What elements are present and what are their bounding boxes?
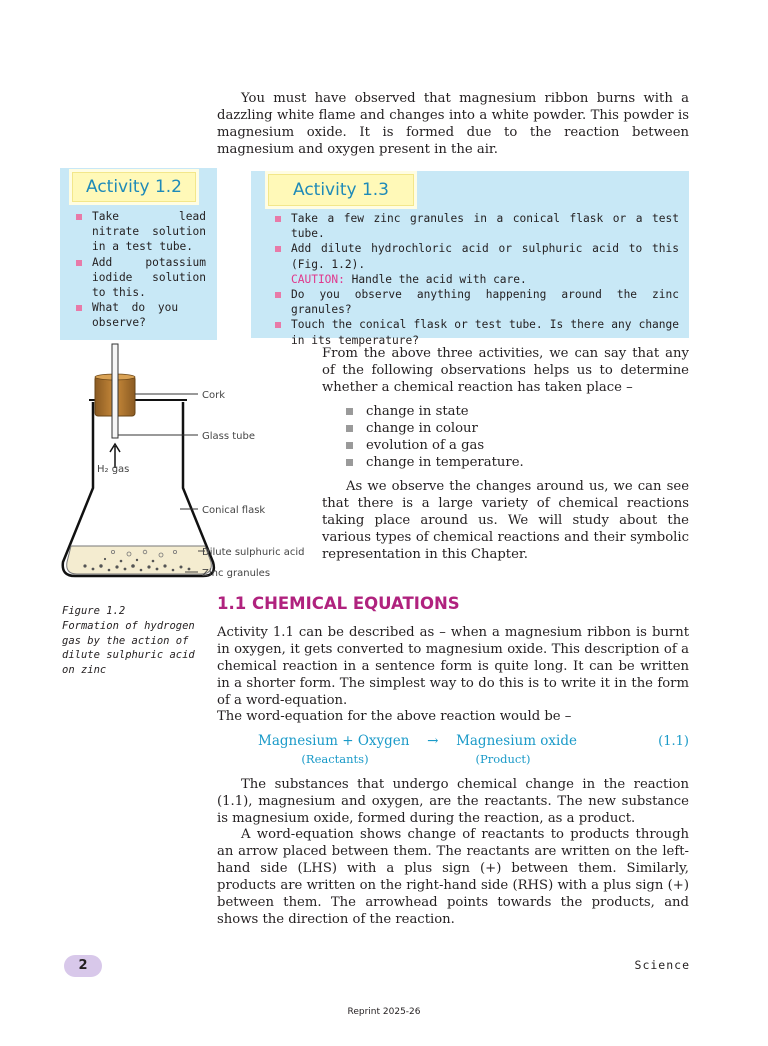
word-equation	[258, 733, 577, 749]
glass-tube	[112, 344, 118, 438]
cork-label: Cork	[202, 390, 226, 401]
zinc-granules-label: Zinc granules	[202, 568, 271, 579]
bullet-icon	[76, 305, 82, 311]
figure-caption-text: Formation of hydrogen gas by the action of dilute sulphuric acid on zinc	[62, 619, 195, 677]
list-item: evolution of a gas	[346, 437, 524, 454]
list-item: Add dilute hydrochloric acid or sulphuric acid to this (Fig. 1.2). CAUTION: Handle the acid with care.	[267, 241, 679, 287]
list-item: change in colour	[346, 420, 524, 437]
activity-1-3-title: Activity 1.3	[292, 180, 389, 200]
conical-flask-label: Conical flask	[202, 505, 266, 516]
reactants-label: (Reactants)	[301, 752, 369, 766]
bullet-icon	[346, 425, 353, 432]
list-item: change in state	[346, 403, 524, 420]
equation-number: (1.1)	[658, 734, 689, 749]
activity-1-3-box	[251, 171, 689, 347]
activity-1-2-title: Activity 1.2	[85, 177, 182, 197]
substances-paragraph: The substances that undergo chemical change in the reaction (1.1), magnesium and oxygen, are the reactants. The new substance is magnesium oxide, formed during the reaction, as a product.	[217, 777, 689, 826]
observations-intro: From the above three activities, we can say that any of the following observations helps us to determine whether a chemical reaction has taken place –	[322, 346, 689, 395]
product-label: (Product)	[475, 752, 531, 766]
bullet-icon	[346, 442, 353, 449]
caution-text: Handle the acid with care.	[344, 272, 527, 286]
section-heading: 1.1 CHEMICAL EQUATIONS	[217, 594, 460, 613]
intro-paragraph: You must have observed that magnesium ribbon burns with a dazzling white flame and changes into a white powder. This powder is magnesium oxide. It is formed due to the reaction between magnesium and oxygen present in the air.	[217, 91, 689, 157]
bullet-icon	[275, 322, 281, 328]
conical-flask-figure	[55, 340, 345, 590]
figure-caption-title: Figure 1.2	[62, 605, 126, 617]
bullet-icon	[275, 292, 281, 298]
list-item: What do you observe?	[68, 300, 206, 330]
activity-1-2-box	[60, 168, 217, 340]
bullet-icon	[346, 408, 353, 415]
glass-tube-label: Glass tube	[202, 431, 256, 442]
word-equation-intro: The word-equation for the above reaction would be –	[217, 709, 572, 724]
list-item: Take lead nitrate solution in a test tube.	[68, 209, 206, 255]
page-number: 2	[78, 958, 88, 973]
word-equation-paragraph: A word-equation shows change of reactants to products through an arrow placed between them. The reactants are written on the left-hand side (LHS) with a plus sign (+) between them. Similarly, products are written on the right-hand side (RHS) with a plus sign (+) between them. The arrowhead points towards the products, and shows the direction of the reaction.	[217, 827, 689, 927]
bullet-icon	[346, 459, 353, 466]
reprint-note: Reprint 2025-26	[347, 1007, 421, 1017]
footer-subject: Science	[634, 958, 690, 972]
bullet-icon	[275, 246, 281, 252]
activity-1-2-tag	[72, 172, 196, 202]
observations-outro: As we observe the changes around us, we can see that there is a large variety of chemical reactions taking place around us. We will study about the various types of chemical reactions and their symbolic representation in this Chapter.	[322, 479, 689, 562]
activity-description-paragraph: Activity 1.1 can be described as – when a magnesium ribbon is burnt in oxygen, it gets converted to magnesium oxide. This description of a chemical reaction in a sentence form is quite long. It can be written in a shorter form. The simplest way to do this is to write it in the form of a word-equation.	[217, 625, 689, 708]
bullet-icon	[76, 214, 82, 220]
list-item: Take a few zinc granules in a conical flask or a test tube.	[267, 211, 679, 241]
caution-label: CAUTION:	[291, 272, 345, 286]
activity-1-3-list	[267, 211, 679, 348]
list-item: change in temperature.	[346, 454, 524, 471]
observations-list	[346, 403, 524, 471]
page-number-badge	[64, 955, 102, 977]
arrow-right-icon: →	[427, 733, 439, 749]
list-item: Touch the conical flask or test tube. Is there any change in its temperature?	[267, 317, 679, 347]
figure-caption	[62, 604, 200, 678]
list-item: Do you observe anything happening around the zinc granules?	[267, 287, 679, 317]
h2-gas-label: H₂ gas	[97, 464, 130, 475]
bullet-icon	[275, 216, 281, 222]
list-item: Add potassium iodide solution to this.	[68, 255, 206, 301]
activity-1-2-list	[68, 209, 206, 331]
dilute-acid-label: Dilute sulphuric acid	[202, 547, 305, 558]
equation-lhs: Magnesium + Oxygen	[258, 733, 410, 749]
activity-1-3-tag	[268, 174, 414, 206]
equation-rhs: Magnesium oxide	[456, 733, 577, 749]
bullet-icon	[76, 260, 82, 266]
